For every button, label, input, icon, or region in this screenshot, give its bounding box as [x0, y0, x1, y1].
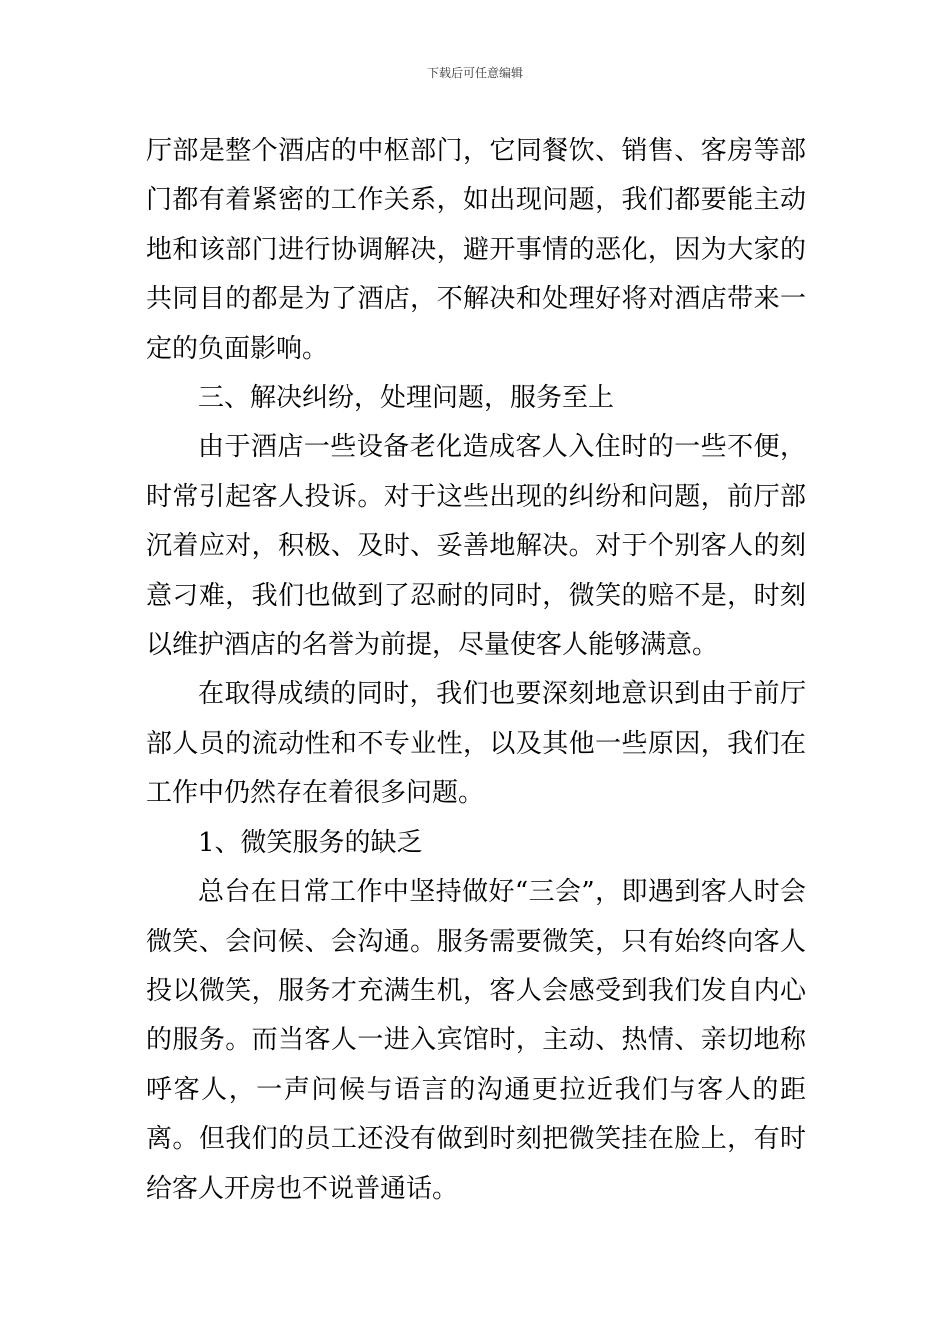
paragraph-complaints: 由于酒店一些设备老化造成客人入住时的一些不便，时常引起客人投诉。对于这些出现的纠纷和问题，前厅部沉着应对，积极、及时、妥善地解决。对于个别客人的刻意刁难，我们也做到了忍耐的同时，微笑的赔不是，时刻以维护酒店的名誉为前提，尽量使客人能够满意。: [146, 432, 806, 661]
page-header-note: 下载后可任意编辑: [426, 66, 523, 80]
section-heading: 三、解决纠纷，处理问题，服务至上: [198, 383, 615, 414]
document-body: [146, 127, 806, 1214]
paragraph-continuation: 厅部是整个酒店的中枢部门，它同餐饮、销售、客房等部门都有着紧密的工作关系，如出现问题，我们都要能主动地和该部门进行协调解决，避开事情的恶化，因为大家的共同目的都是为了酒店，不解决和处理好将对酒店带来一定的负面影响。: [146, 136, 806, 364]
subsection-heading: 1、微笑服务的缺乏: [198, 827, 423, 858]
paragraph-problems: 在取得成绩的同时，我们也要深刻地意识到由于前厅部人员的流动性和不专业性，以及其他一些原因，我们在工作中仍然存在着很多问题。: [146, 679, 806, 809]
paragraph-smile-service: 总台在日常工作中坚持做好“三会”，即遇到客人时会微笑、会问候、会沟通。服务需要微笑，只有始终向客人投以微笑，服务才充满生机，客人会感受到我们发自内心的服务。而当客人一进入宾馆时，主动、热情、亲切地称呼客人，一声问候与语言的沟通更拉近我们与客人的距离。但我们的员工还没有做到时刻把微笑挂在脸上，有时给客人开房也不说普通话。: [146, 877, 806, 1204]
